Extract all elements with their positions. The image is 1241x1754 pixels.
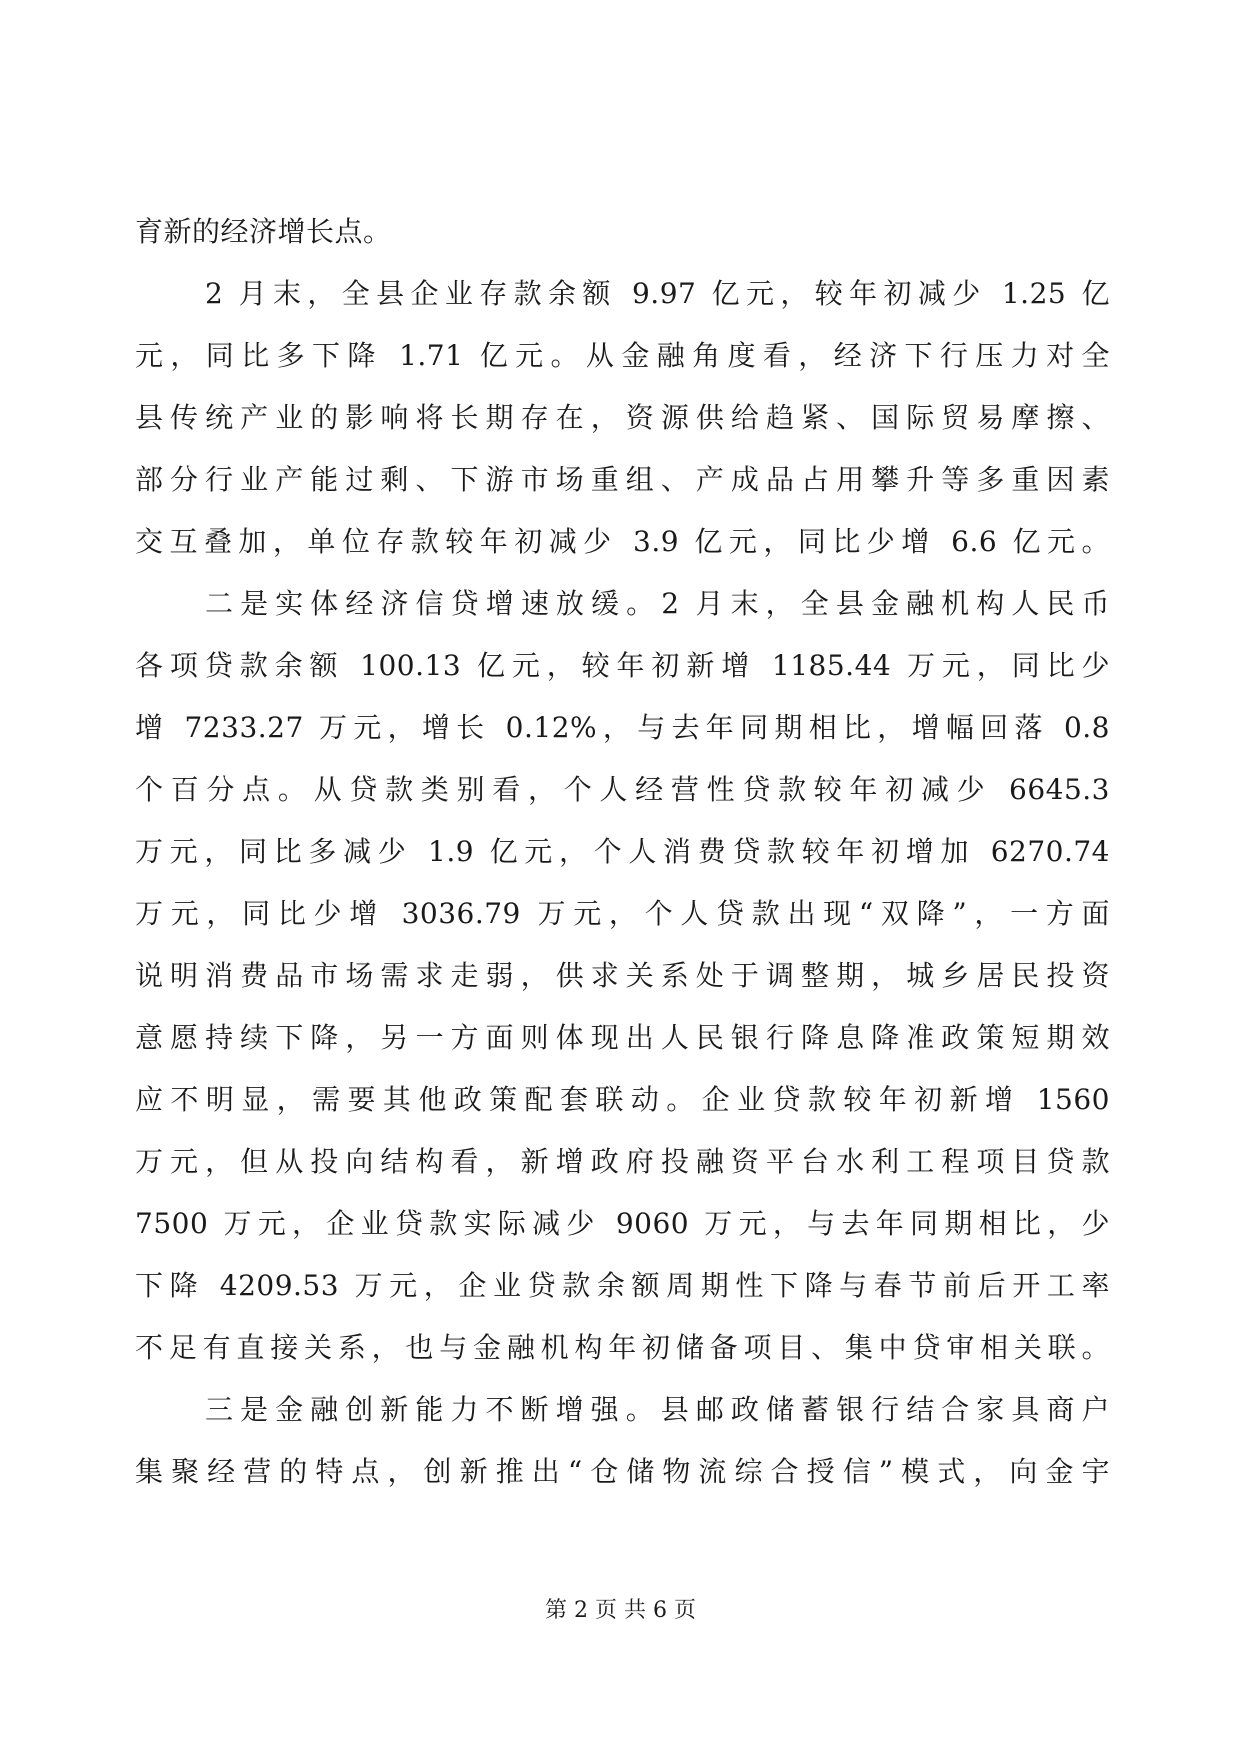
- paragraph-3-line-13: 不足有直接关系，也与金融机构年初储备项目、集中贷审相关联。: [135, 1331, 1110, 1364]
- paragraph-3-line-5: 万元，同比多减少 1.9 亿元，个人消费贷款较年初增加 6270.74: [135, 835, 1110, 868]
- paragraph-2-line-4: 部分行业产能过剩、下游市场重组、产成品占用攀升等多重因素: [135, 463, 1110, 496]
- paragraph-4-line-2: 集聚经营的特点，创新推出“仓储物流综合授信”模式，向金宇: [135, 1455, 1110, 1488]
- paragraph-3-line-2: 各项贷款余额 100.13 亿元，较年初新增 1185.44 万元，同比少: [135, 649, 1110, 682]
- paragraph-3-line-11: 7500 万元，企业贷款实际减少 9060 万元，与去年同期相比，少: [135, 1207, 1110, 1240]
- paragraph-2-line-1: 2 月末，全县企业存款余额 9.97 亿元，较年初减少 1.25 亿: [205, 277, 1110, 310]
- paragraph-3-line-8: 意愿持续下降，另一方面则体现出人民银行降息降准政策短期效: [135, 1021, 1110, 1054]
- page-number-footer: 第 2 页 共 6 页: [545, 1598, 696, 1623]
- paragraph-2-line-3: 县传统产业的影响将长期存在，资源供给趋紧、国际贸易摩擦、: [135, 401, 1110, 434]
- paragraph-3-line-12: 下降 4209.53 万元，企业贷款余额周期性下降与春节前后开工率: [135, 1269, 1110, 1302]
- paragraph-3-line-6: 万元，同比少增 3036.79 万元，个人贷款出现“双降”，一方面: [135, 897, 1110, 930]
- paragraph-3-line-9: 应不明显，需要其他政策配套联动。企业贷款较年初新增 1560: [135, 1083, 1110, 1116]
- paragraph-3-line-7: 说明消费品市场需求走弱，供求关系处于调整期，城乡居民投资: [135, 959, 1110, 992]
- paragraph-2-line-5: 交互叠加，单位存款较年初减少 3.9 亿元，同比少增 6.6 亿元。: [135, 525, 1110, 558]
- document-body: [135, 201, 1110, 1503]
- paragraph-3-line-10: 万元，但从投向结构看，新增政府投融资平台水利工程项目贷款: [135, 1145, 1110, 1178]
- paragraph-3-line-3: 增 7233.27 万元，增长 0.12%，与去年同期相比，增幅回落 0.8: [135, 711, 1110, 744]
- paragraph-3-line-4: 个百分点。从贷款类别看，个人经营性贷款较年初减少 6645.3: [135, 773, 1110, 806]
- paragraph-4-line-1: 三是金融创新能力不断增强。县邮政储蓄银行结合家具商户: [205, 1393, 1110, 1426]
- paragraph-2-line-2: 元，同比多下降 1.71 亿元。从金融角度看，经济下行压力对全: [135, 339, 1110, 372]
- paragraph-1-line-1: 育新的经济增长点。: [135, 215, 392, 248]
- paragraph-3-line-1: 二是实体经济信贷增速放缓。2 月末，全县金融机构人民币: [205, 587, 1110, 620]
